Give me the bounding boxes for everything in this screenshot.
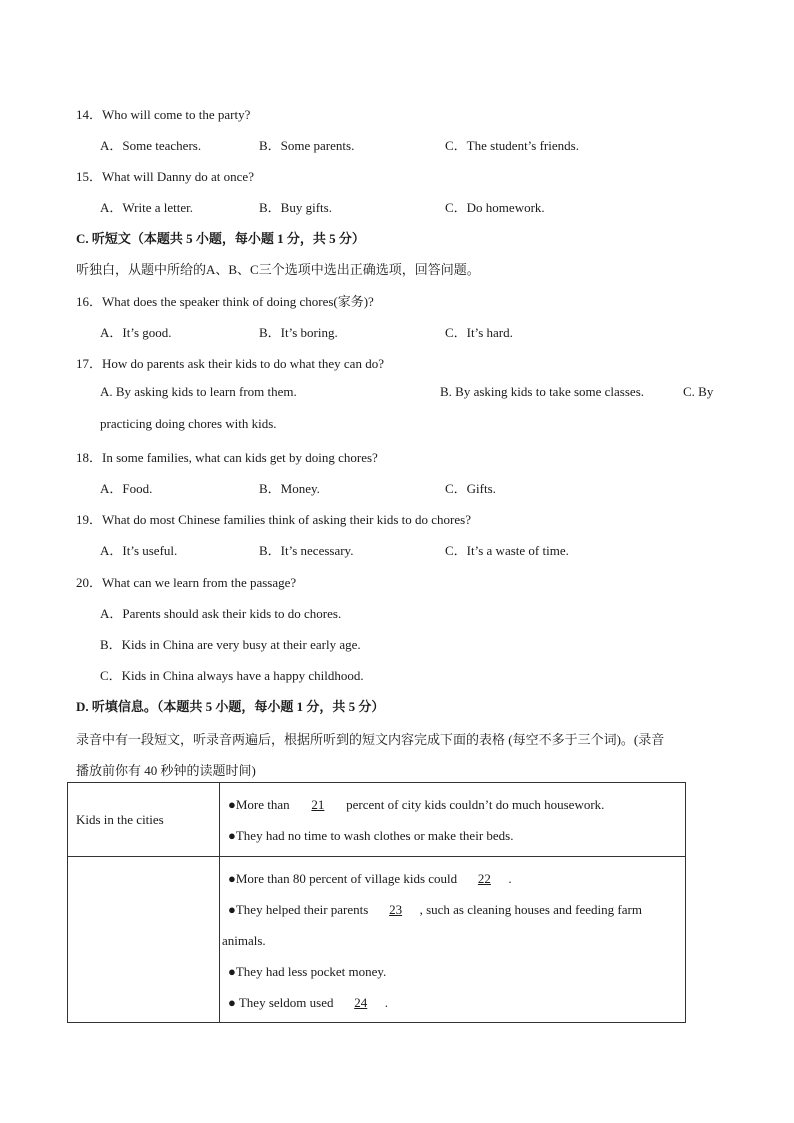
- row2-line1: ●More than 80 percent of village kids could 22 .: [228, 863, 677, 894]
- q15-option-c: C．Do homework.: [445, 200, 545, 215]
- q15-option-a: A．Write a letter.: [100, 200, 193, 215]
- section-d-instruction-line1: 录音中有一段短文，听录音两遍后，根据所听到的短文内容完成下面的表格 (每空不多于三个词)。(录音: [76, 732, 665, 747]
- answer-blank-22[interactable]: 22: [477, 871, 491, 886]
- answer-blank-21[interactable]: 21: [311, 797, 325, 812]
- row2-line4: ●They had less pocket money.: [228, 964, 387, 979]
- section-c-title: C. 听短文（本题共 5 小题，每小题 1 分，共 5 分）: [76, 231, 365, 246]
- section-c-instruction: 听独白，从题中所给的A、B、C三个选项中选出正确选项，回答问题。: [76, 262, 480, 277]
- row-label: Kids in the cities: [76, 811, 164, 827]
- question-20: 20．What can we learn from the passage?: [76, 575, 297, 590]
- question-15: 15．What will Danny do at once?: [76, 169, 254, 184]
- row-content-cell: [220, 783, 686, 857]
- info-table: [67, 782, 686, 1023]
- q19-option-c: C．It’s a waste of time.: [445, 543, 569, 558]
- row2-line2: ●They helped their parents 23 , such as cleaning houses and feeding farm: [228, 894, 677, 925]
- row-label-cell: [68, 783, 220, 857]
- q17-option-b: B. By asking kids to take some classes.: [440, 384, 645, 399]
- section-d-title: D. 听填信息。（本题共 5 小题，每小题 1 分，共 5 分）: [76, 699, 385, 714]
- q14-option-a: A．Some teachers.: [100, 138, 202, 153]
- answer-blank-24[interactable]: 24: [354, 995, 368, 1010]
- q18-option-b: B．Money.: [259, 481, 320, 496]
- q17-option-c-part2: practicing doing chores with kids.: [100, 416, 277, 431]
- q17-option-a: A. By asking kids to learn from them.: [100, 384, 297, 399]
- row-label-cell: [68, 857, 220, 1023]
- q14-option-c: C．The student’s friends.: [445, 138, 579, 153]
- row1-line1: ●More than 21 percent of city kids couldn’t do much housework.: [228, 789, 677, 820]
- q16-option-a: A．It’s good.: [100, 325, 172, 340]
- row2-line5: ● They seldom used 24 .: [228, 987, 677, 1018]
- q16-option-c: C．It’s hard.: [445, 325, 513, 340]
- q17-option-c-part1: C. By: [683, 384, 714, 399]
- q20-option-a: A．Parents should ask their kids to do chores.: [100, 606, 342, 621]
- question-14: 14．Who will come to the party?: [76, 107, 251, 122]
- q15-option-b: B．Buy gifts.: [259, 200, 332, 215]
- question-19: 19．What do most Chinese families think of asking their kids to do chores?: [76, 512, 471, 527]
- question-16: 16．What does the speaker think of doing chores(家务)?: [76, 294, 374, 309]
- section-d-instruction-line2: 播放前你有 40 秒钟的读题时间): [76, 763, 256, 778]
- table-row: [68, 783, 686, 857]
- question-18: 18．In some families, what can kids get by doing chores?: [76, 450, 378, 465]
- answer-blank-23[interactable]: 23: [389, 902, 403, 917]
- row1-line2: ●They had no time to wash clothes or make their beds.: [228, 828, 514, 843]
- q19-option-b: B．It’s necessary.: [259, 543, 354, 558]
- row2-line3: animals.: [222, 933, 266, 948]
- question-17: 17．How do parents ask their kids to do what they can do?: [76, 356, 384, 371]
- q20-option-c: C．Kids in China always have a happy childhood.: [100, 668, 364, 683]
- q18-option-c: C．Gifts.: [445, 481, 496, 496]
- row-content-cell: [220, 857, 686, 1023]
- q16-option-b: B．It’s boring.: [259, 325, 338, 340]
- q14-option-b: B．Some parents.: [259, 138, 355, 153]
- q19-option-a: A．It’s useful.: [100, 543, 178, 558]
- table-row: [68, 857, 686, 1023]
- q18-option-a: A．Food.: [100, 481, 153, 496]
- q20-option-b: B．Kids in China are very busy at their early age.: [100, 637, 361, 652]
